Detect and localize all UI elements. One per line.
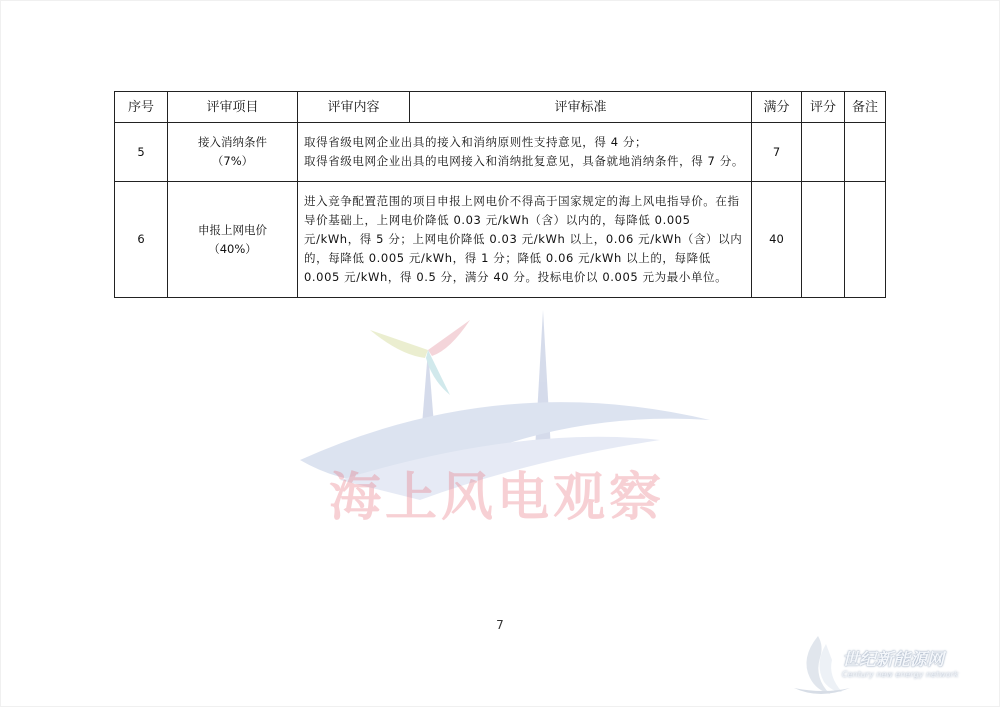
row-full-score: 40 [752,182,802,298]
evaluation-table [114,91,886,298]
header-score: 评分 [802,92,845,123]
row-item-name: 接入消纳条件 [198,135,267,149]
watermark-text: 海上风电观察 [328,468,665,528]
row-remark [845,123,886,182]
row-full-score: 7 [752,123,802,182]
row-score [802,123,845,182]
criteria-line: 取得省级电网企业出具的接入和消纳原则性支持意见，得 4 分； [304,135,648,149]
row-item [168,182,298,298]
row-remark [845,182,886,298]
header-index: 序号 [115,92,168,123]
row-item [168,123,298,182]
table-header-row [115,92,886,123]
header-item: 评审项目 [168,92,298,123]
table-row [115,123,886,182]
header-remark: 备注 [845,92,886,123]
row-item-name: 申报上网电价 [198,222,267,237]
page-number: 7 [496,618,504,632]
header-full-score: 满分 [752,92,802,123]
row-score [802,182,845,298]
table-row [115,182,886,298]
row-index: 6 [115,182,168,298]
criteria-line: 取得省级电网企业出具的电网接入和消纳批复意见，具备就地消纳条件，得 7 分。 [304,154,744,168]
row-criteria [298,182,752,298]
criteria-line: 进入竞争配置范围的项目申报上网电价不得高于国家规定的海上风电指导价。在指导价基础上，上网电价降低 0.03 元/kWh（含）以内的，每降低 0.005 元/kWh，得 5 分；上网电价降低 0.03 元/kWh 以上，0.06 元/kWh（含）以内的，每降低 0.005 元/kWh，得 1 分；降低 0.06 元/kWh 以上的，每降低 0.005 元/kWh，得 0.5 分，满分 40 分。投标电价以 0.005 元为最小单位。 [304,194,743,284]
row-item-weight: （7%） [211,154,254,168]
row-criteria [298,123,752,182]
row-item-weight: （40%） [208,241,257,256]
header-content: 评审内容 [298,92,410,123]
corner-logo-name: 世纪新能源网 [842,650,944,670]
header-criteria: 评审标准 [410,92,752,123]
corner-logo-subtitle: Century new energy network [842,670,959,679]
row-index: 5 [115,123,168,182]
